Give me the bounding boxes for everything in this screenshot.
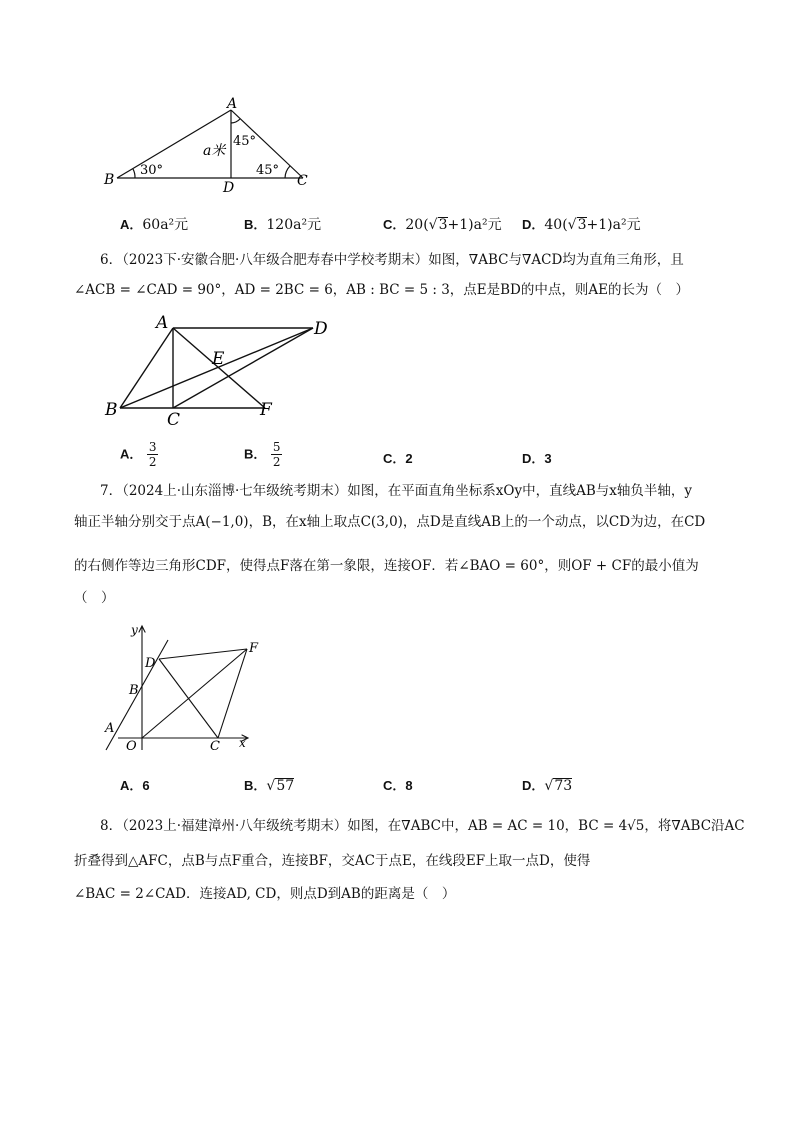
figure-q7-coordinate <box>100 620 260 755</box>
point-label-d: D <box>314 319 328 339</box>
q7-stem-line2: 轴正半轴分别交于点A(−1,0)，B，在x轴上取点C(3,0)，点D是直线AB上的一个动点，以CD为边，在CD <box>74 514 706 530</box>
segment-df <box>159 649 247 659</box>
q6-option-a[interactable]: A． $\frac{3}{2}$ <box>120 440 157 469</box>
height-label: a米 <box>203 143 226 159</box>
q8-stem-line3: ∠BAC = 2∠CAD．连接AD, CD，则点D到AB的距离是（ ） <box>74 886 456 902</box>
figure-q6 <box>100 310 340 430</box>
figure-triangle-altitude <box>100 95 320 195</box>
point-label-a: A <box>227 96 238 112</box>
point-label-o: O <box>126 739 137 754</box>
point-label-c: C <box>167 410 181 430</box>
point-label-a: A <box>105 721 115 736</box>
segment-ab <box>120 328 173 408</box>
angle-label-c: 45° <box>256 163 280 178</box>
point-label-c: C <box>297 173 308 189</box>
q7-stem-line4: （ ） <box>74 590 115 606</box>
angle-label-a: 45° <box>233 134 257 149</box>
segment-cd <box>173 328 313 408</box>
q6-option-d[interactable]: D．3 <box>522 451 552 466</box>
q7-option-c[interactable]: C．8 <box>383 778 413 793</box>
axis-label-y: y <box>131 623 138 637</box>
q7-option-a[interactable]: A．6 <box>120 778 150 793</box>
q6-stem-line2: ∠ACB = ∠CAD = 90°，AD = 2BC = 6，AB : BC = 5 : 3，点E是BD的中点，则AE的长为（ ） <box>74 282 689 298</box>
angle-arc-c <box>285 166 290 178</box>
q6-option-b[interactable]: B． $\frac{5}{2}$ <box>244 440 281 469</box>
angle-arc-a <box>231 119 240 123</box>
q8-stem-line1: 8．（2023上·福建漳州·八年级统考期末）如图，在∇ABC中，AB = AC = 10，BC = 4√5，将∇ABC沿AC <box>100 818 745 834</box>
q6-stem-line1: 6．（2023下·安徽合肥·八年级合肥寿春中学校考期末）如图，∇ABC与∇ACD均为直角三角形，且 <box>100 252 684 268</box>
point-label-b: B <box>129 683 139 698</box>
q7-option-d[interactable]: D．√73 <box>522 778 573 794</box>
point-label-c: C <box>210 739 220 754</box>
angle-label-b: 30° <box>140 163 164 178</box>
point-label-f: F <box>260 400 272 420</box>
point-label-d: D <box>223 180 235 195</box>
q7-stem-line3: 的右侧作等边三角形CDF，使得点F落在第一象限，连接OF．若∠BAO = 60°，则OF + CF的最小值为 <box>74 558 699 574</box>
segment-cf <box>218 649 247 738</box>
q8-stem-line2: 折叠得到△AFC，点B与点F重合，连接BF，交AC于点E，在线段EF上取一点D，使得 <box>74 853 591 869</box>
q5-option-a[interactable]: A．60a²元 <box>120 217 189 233</box>
q5-option-c[interactable]: C．20(√3+1)a²元 <box>383 217 502 233</box>
point-label-b: B <box>104 172 115 188</box>
axis-label-x: x <box>239 736 246 750</box>
segment-of <box>142 649 247 738</box>
point-label-f: F <box>249 641 259 656</box>
q7-option-b[interactable]: B．√57 <box>244 778 295 794</box>
point-label-b: B <box>105 400 118 420</box>
point-label-d: D <box>145 656 156 671</box>
point-label-e: E <box>212 349 225 369</box>
q6-option-c[interactable]: C．2 <box>383 451 413 466</box>
angle-arc-b <box>133 169 135 178</box>
q5-option-b[interactable]: B．120a²元 <box>244 217 322 233</box>
q7-stem-line1: 7．（2024上·山东淄博·七年级统考期末）如图，在平面直角坐标系xOy中，直线AB与x轴负半轴，y <box>100 483 692 499</box>
point-label-a: A <box>156 313 169 333</box>
q5-option-d[interactable]: D．40(√3+1)a²元 <box>522 217 641 233</box>
